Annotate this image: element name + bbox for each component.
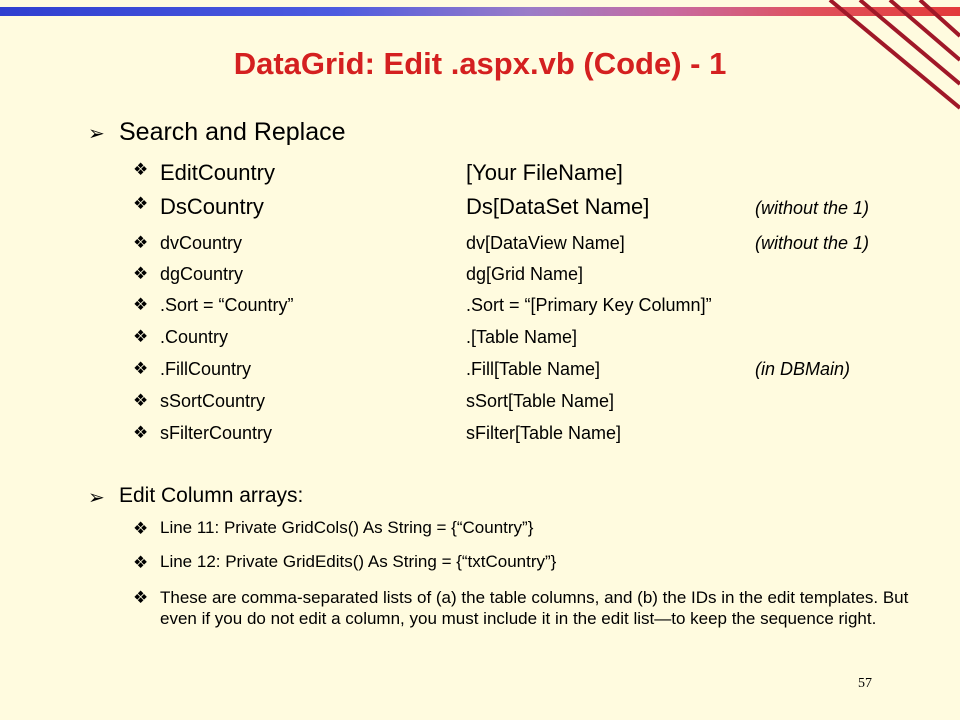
- replace-text: sFilter[Table Name]: [466, 423, 622, 443]
- diamond-star-bullet-icon: ❖: [133, 359, 149, 378]
- find-text: .Sort = “Country”: [160, 295, 294, 315]
- diamond-star-bullet-icon: ❖: [133, 391, 149, 410]
- note-text: (without the 1): [755, 198, 870, 218]
- diamond-star-bullet-icon: ❖: [133, 327, 149, 346]
- diamond-star-bullet-icon: ❖: [133, 553, 149, 572]
- note-text: (without the 1): [755, 233, 870, 253]
- diamond-star-bullet-icon: ❖: [133, 295, 149, 314]
- replace-text: .[Table Name]: [466, 327, 578, 347]
- find-text: sSortCountry: [160, 391, 266, 411]
- diamond-star-bullet-icon: ❖: [133, 194, 149, 213]
- find-text: sFilterCountry: [160, 423, 273, 443]
- arrow-bullet-icon: ➢: [88, 123, 105, 145]
- arrow-bullet-icon: ➢: [88, 487, 105, 509]
- replace-text: [Your FileName]: [466, 160, 623, 185]
- page-number: 57: [858, 676, 872, 691]
- item-paragraph: These are comma-separated lists of (a) the table columns, and (b) the IDs in the edit templates. But even if you do not edit a column, you must include it in the edit list—to keep the sequence right.: [160, 588, 909, 628]
- replace-text: dg[Grid Name]: [466, 264, 584, 284]
- find-text: dvCountry: [160, 233, 243, 253]
- bullet-heading: Edit Column arrays:: [119, 484, 304, 507]
- item-text: Line 12: Private GridEdits() As String = {“txtCountry”}: [160, 552, 557, 571]
- replace-text: Ds[DataSet Name]: [466, 194, 650, 219]
- diamond-star-bullet-icon: ❖: [133, 264, 149, 283]
- replace-text: .Sort = “[Primary Key Column]”: [466, 295, 712, 315]
- diamond-star-bullet-icon: ❖: [133, 519, 149, 538]
- find-text: dgCountry: [160, 264, 244, 284]
- bullet-heading: Search and Replace: [119, 118, 346, 146]
- find-text: .Country: [160, 327, 229, 347]
- find-text: DsCountry: [160, 194, 264, 219]
- slide-title: DataGrid: Edit .aspx.vb (Code) - 1: [233, 46, 727, 81]
- note-text: (in DBMain): [755, 359, 851, 379]
- replace-text: dv[DataView Name]: [466, 233, 625, 253]
- diamond-star-bullet-icon: ❖: [133, 423, 149, 442]
- find-text: EditCountry: [160, 160, 275, 185]
- replace-text: sSort[Table Name]: [466, 391, 615, 411]
- replace-text: .Fill[Table Name]: [466, 359, 601, 379]
- diamond-star-bullet-icon: ❖: [133, 588, 149, 607]
- item-text: Line 11: Private GridCols() As String = {“Country”}: [160, 518, 534, 537]
- diamond-star-bullet-icon: ❖: [133, 160, 149, 179]
- diamond-star-bullet-icon: ❖: [133, 233, 149, 252]
- find-text: .FillCountry: [160, 359, 252, 379]
